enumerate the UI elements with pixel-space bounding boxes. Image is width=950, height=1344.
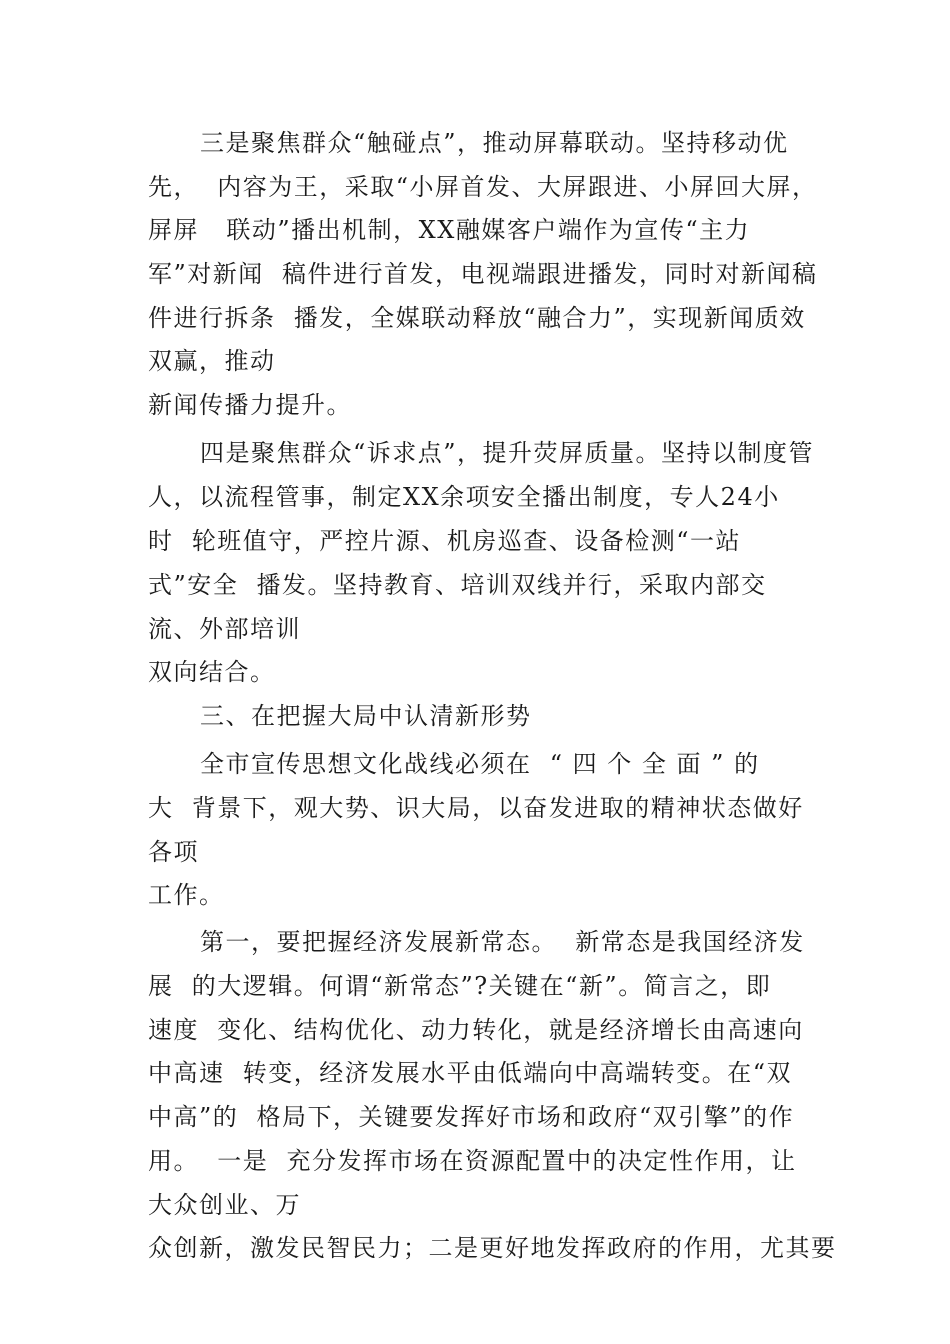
text-line: 中高”的 格局下，关键要发挥好市场和政府“双引擎”的作: [148, 1103, 795, 1131]
section-heading: 三、在把握大局中认清新形势: [200, 702, 532, 730]
text-line: 双向结合。: [148, 658, 276, 686]
text-line: 各项: [148, 838, 199, 866]
text-line: 四是聚焦群众“诉求点”，提升荧屏质量。坚持以制度管: [200, 439, 815, 467]
text-line: 大众创业、万: [148, 1191, 301, 1219]
text-line: 工作。: [148, 881, 225, 909]
text-line: 式”安全 播发。坚持教育、培训双线并行，采取内部交: [148, 571, 767, 599]
text-line: 人，以流程管事，制定XX余项安全播出制度，专人24小: [148, 483, 780, 511]
text-line: 第一，要把握经济发展新常态。 新常态是我国经济发: [200, 928, 805, 956]
text-line: 时 轮班值守，严控片源、机房巡查、设备检测“一站: [148, 527, 742, 555]
text-line: 屏屏 联动”播出机制，XX融媒客户端作为宣传“主力: [148, 216, 751, 244]
text-line: 流、外部培训: [148, 615, 301, 643]
text-line: 军”对新闻 稿件进行首发，电视端跟进播发，同时对新闻稿: [148, 260, 818, 288]
text-line: 全市宣传思想文化战线必须在 “ 四 个 全 面 ” 的: [200, 750, 760, 778]
text-line: 展 的大逻辑。何谓“新常态”?关键在“新”。简言之，即: [148, 972, 772, 1000]
text-line: 先， 内容为王，采取“小屏首发、大屏跟进、小屏回大屏，: [148, 173, 818, 201]
text-line: 众创新，激发民智民力；二是更好地发挥政府的作用，尤其要: [148, 1234, 837, 1262]
text-line: 中高速 转变，经济发展水平由低端向中高端转变。在“双: [148, 1059, 793, 1087]
text-line: 件进行拆条 播发，全媒联动释放“融合力”，实现新闻质效: [148, 304, 806, 332]
text-line: 用。 一是 充分发挥市场在资源配置中的决定性作用，让: [148, 1147, 797, 1175]
text-line: 双赢，推动: [148, 347, 276, 375]
text-line: 三是聚焦群众“触碰点”，推动屏幕联动。坚持移动优: [200, 129, 789, 157]
text-line: 速度 变化、结构优化、动力转化，就是经济增长由高速向: [148, 1016, 804, 1044]
text-line: 新闻传播力提升。: [148, 391, 352, 419]
text-line: 大 背景下，观大势、识大局，以奋发进取的精神状态做好: [148, 794, 804, 822]
